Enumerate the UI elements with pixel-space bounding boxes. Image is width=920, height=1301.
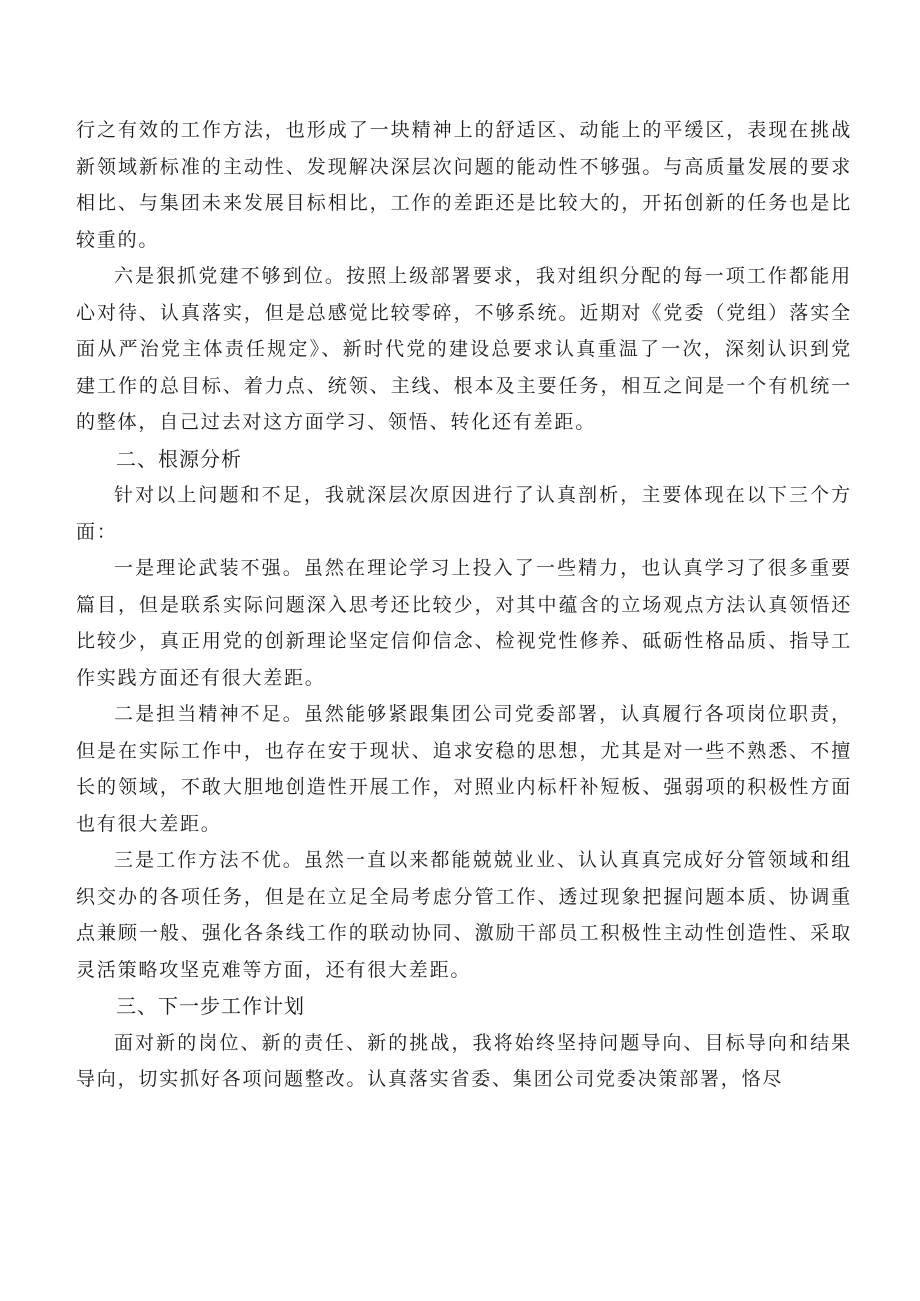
- paragraph-work-method: 三是工作方法不优。虽然一直以来都能兢兢业业、认认真真完成好分管领域和组织交办的各项任务，但是在立足全局考虑分管工作、透过现象把握问题本质、协调重点兼顾一般、强化各条线工作的联动协同、激励干部员工积极性主动性创造性、采取灵活策略攻坚克难等方面，还有很大差距。: [76, 849, 852, 981]
- paragraph-continuation: 行之有效的工作方法，也形成了一块精神上的舒适区、动能上的平缓区，表现在挑战新领域新标准的主动性、发现解决深层次问题的能动性不够强。与高质量发展的要求相比、与集团未来发展目标相比，工作的差距还是比较大的，开拓创新的任务也是比较重的。: [76, 119, 852, 251]
- document-body: [76, 112, 852, 1098]
- paragraph-responsibility: 二是担当精神不足。虽然能够紧跟集团公司党委部署，认真履行各项岗位职责，但是在实际工作中，也存在安于现状、追求安稳的思想，尤其是对一些不熟悉、不擅长的领域，不敢大胆地创造性开展工作，对照业内标杆补短板、强弱项的积极性方面也有很大差距。: [76, 703, 852, 835]
- paragraph-root-cause-intro: 针对以上问题和不足，我就深层次原因进行了认真剖析，主要体现在以下三个方面：: [76, 484, 852, 543]
- section-heading-next-plan: 三、下一步工作计划: [116, 994, 305, 1018]
- paragraph-theory: 一是理论武装不强。虽然在理论学习上投入了一些精力，也认真学习了很多重要篇目，但是联系实际问题深入思考还比较少，对其中蕴含的立场观点方法认真领悟还比较少，真正用党的创新理论坚定信仰信念、检视党性修养、砥砺性格品质、指导工作实践方面还有很大差距。: [76, 557, 852, 689]
- paragraph-party-building: 六是狠抓党建不够到位。按照上级部署要求，我对组织分配的每一项工作都能用心对待、认真落实，但是总感觉比较零碎，不够系统。近期对《党委（党组）落实全面从严治党主体责任规定》、新时代党的建设总要求认真重温了一次，深刻认识到党建工作的总目标、着力点、统领、主线、根本及主要任务，相互之间是一个有机统一的整体，自己过去对这方面学习、领悟、转化还有差距。: [76, 265, 852, 433]
- paragraph-next-plan: 面对新的岗位、新的责任、新的挑战，我将始终坚持问题导向、目标导向和结果导向，切实抓好各项问题整改。认真落实省委、集团公司党委决策部署，恪尽: [76, 1031, 852, 1090]
- section-heading-root-cause: 二、根源分析: [116, 446, 242, 471]
